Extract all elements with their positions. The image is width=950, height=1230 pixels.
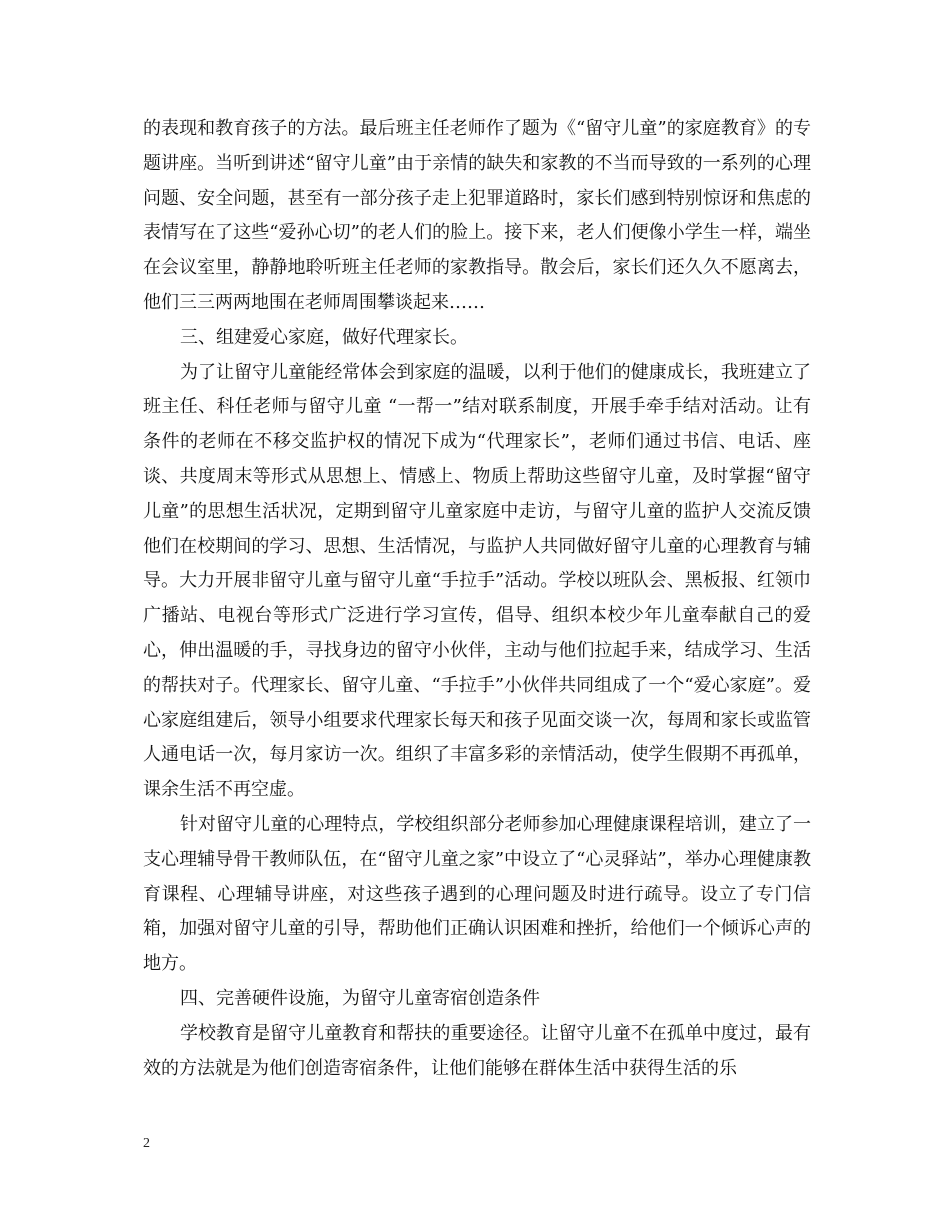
section-heading-four: 四、完善硬件设施，为留守儿童寄宿创造条件 xyxy=(180,987,540,1009)
document-body xyxy=(143,112,811,1086)
section-heading-three: 三、组建爱心家庭，做好代理家长。 xyxy=(180,326,468,348)
page-number: 2 xyxy=(143,1136,150,1151)
paragraph-psychological-support: 针对留守儿童的心理特点，学校组织部分老师参加心理健康课程培训，建立了一支心理辅导骨干教师队伍，在“留守儿童之家”中设立了“心灵驿站”，举办心理健康教育课程、心理辅导讲座，对这些孩子遇到的心理问题及时进行疏导。设立了专门信箱，加强对留守儿童的引导，帮助他们正确认识困难和挫折，给他们一个倾诉心声的地方。 xyxy=(143,813,811,975)
paragraph-continuation: 的表现和教育孩子的方法。最后班主任老师作了题为《“留守儿童”的家庭教育》的专题讲座。当听到讲述“留守儿童”由于亲情的缺失和家教的不当而导致的一系列的心理问题、安全问题，甚至有一部分孩子走上犯罪道路时，家长们感到特别惊讶和焦虑的表情写在了这些“爱孙心切”的老人们的脸上。接下来，老人们便像小学生一样，端坐在会议室里，静静地聆听班主任老师的家教指导。散会后，家长们还久久不愿离去，他们三三两两地围在老师周围攀谈起来…… xyxy=(143,118,811,313)
paragraph-caring-family: 为了让留守儿童能经常体会到家庭的温暖，以利于他们的健康成长，我班建立了班主任、科任老师与留守儿童 “一帮一”结对联系制度，开展手牵手结对活动。让有条件的老师在不移交监护权的情况下成为“代理家长”，老师们通过书信、电话、座谈、共度周末等形式从思想上、情感上、物质上帮助这些留守儿童，及时掌握“留守儿童”的思想生活状况，定期到留守儿童家庭中走访，与留守儿童的监护人交流反馈他们在校期间的学习、思想、生活情况，与监护人共同做好留守儿童的心理教育与辅导。大力开展非留守儿童与留守儿童“手拉手”活动。学校以班队会、黑板报、红领巾广播站、电视台等形式广泛进行学习宣传，倡导、组织本校少年儿童奉献自己的爱心，伸出温暖的手，寻找身边的留守小伙伴，主动与他们拉起手来，结成学习、生活的帮扶对子。代理家长、留守儿童、“手拉手”小伙伴共同组成了一个“爱心家庭”。爱心家庭组建后，领导小组要求代理家长每天和孩子见面交谈一次，每周和家长或监管人通电话一次，每月家访一次。组织了丰富多彩的亲情活动，使学生假期不再孤单，课余生活不再空虚。 xyxy=(143,361,811,801)
paragraph-boarding-conditions: 学校教育是留守儿童教育和帮扶的重要途径。让留守儿童不在孤单中度过，最有效的方法就是为他们创造寄宿条件，让他们能够在群体生活中获得生活的乐 xyxy=(143,1022,811,1079)
